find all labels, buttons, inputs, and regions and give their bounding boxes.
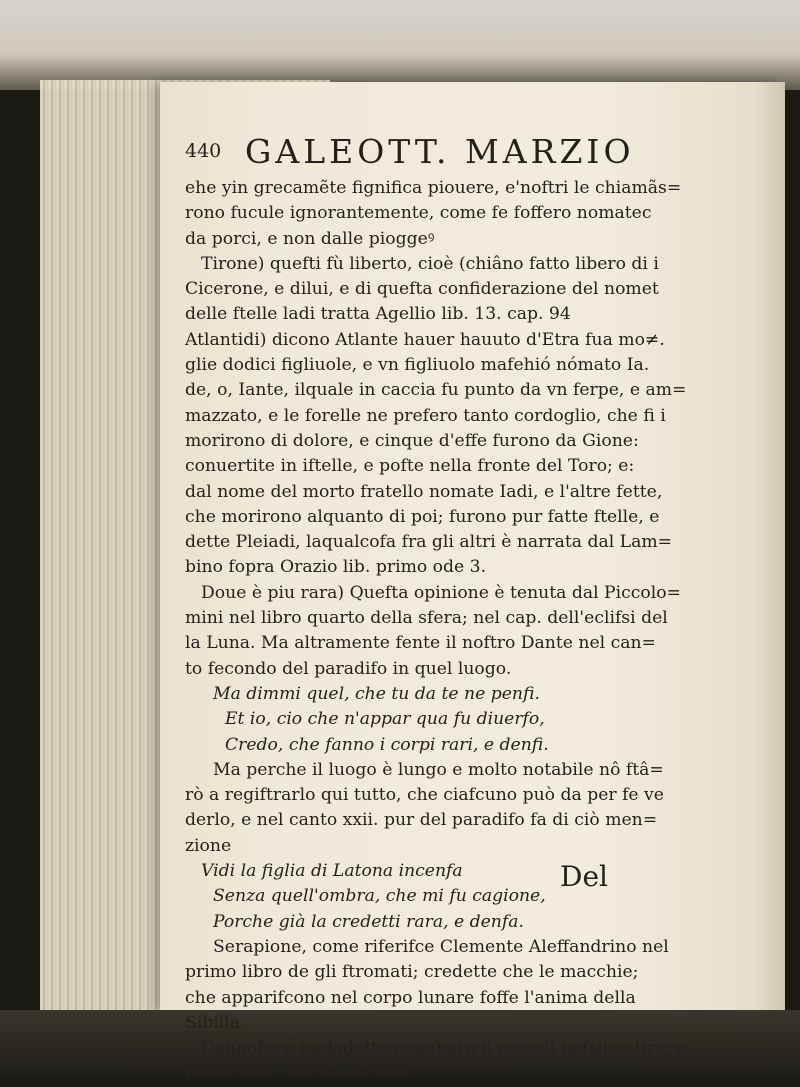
text-line: Ma dimmi quel, che tu da te ne penfi. xyxy=(213,683,540,704)
text-line: Cicerone, e dilui, e di quefta confiderazione del nomet xyxy=(185,279,659,300)
text-line: delle ftelle ladi tratta Agellio lib. 13. cap. 94 xyxy=(185,304,571,325)
text-line: dette Pleiadi, laqualcofa fra gli altri è narrata dal Lam= xyxy=(185,532,673,553)
page-header xyxy=(185,132,785,176)
text-line: mazzato, e le forelle ne prefero tanto cordoglio, che fi i xyxy=(185,405,666,426)
text-line: la Luna. Ma altramente fente il noftro Dante nel can= xyxy=(185,633,656,654)
text-line: Serapione, come riferifce Clemente Aleffandrino nel xyxy=(213,936,669,957)
text-line: che morirono alquanto di poi; furono pur fatte ftelle, e xyxy=(185,506,660,527)
running-head: GALEOTT. MARZIO xyxy=(245,132,635,171)
page-number: 440 xyxy=(185,140,222,162)
catchword: Del xyxy=(560,860,608,893)
text-line: dal nome del morto fratello nomate Iadi, e l'altre fette, xyxy=(185,481,663,502)
text-line: rò a regiftrarlo qui tutto, che ciafcuno può da per fe ve xyxy=(185,785,664,806)
text-line: derlo, e nel canto xxii. pur del paradifo fa di ciò men= xyxy=(185,810,658,831)
text-line: ehe yin grecamẽte fignifica piouere, e'noftri le chiamãs= xyxy=(185,178,682,198)
text-line: che apparifcono nel corpo lunare foffe l'anima della xyxy=(185,987,636,1008)
text-line: de, o, Iante, ilquale in caccia fu punto da vn ferpe, e am= xyxy=(185,380,687,401)
text-line: Et io, cio che n'appar qua fu diuerfo, xyxy=(225,709,545,730)
text-line: glie dodici figliuole, e vn figliuolo mafehió nómato Ia. xyxy=(185,355,650,376)
text-line: Dannofo, è maladetto cane) era il cane il pefsimo tiro; o xyxy=(201,1038,688,1059)
text-line: zione xyxy=(185,835,232,856)
text-line: Porche già la credetti rara, e denfa. xyxy=(213,911,524,932)
text-line: Atlantidi) dicono Atlante hauer hauuto d'Etra fua mo≠. xyxy=(185,329,665,350)
text-line: Senza quell'ombra, che mi fu cagione, xyxy=(213,886,546,907)
text-line: to fecondo del paradifo in quel luogo. xyxy=(185,658,512,679)
text-line: Doue è piu rara) Quefta opinione è tenuta dal Piccolo= xyxy=(201,582,681,603)
page-content xyxy=(185,132,785,1087)
text-line: bino fopra Orazio lib. primo ode 3. xyxy=(185,557,487,578)
text-line: Credo, che fanno i corpi rari, e denfi. xyxy=(225,734,549,755)
text-line: Sibilla. xyxy=(185,1012,246,1033)
scan-background-top xyxy=(0,0,800,90)
text-line: Ma perche il luogo è lungo e molto notabile nô ftâ= xyxy=(213,759,664,780)
text-line: morirono di dolore, e cinque d'effe furono da Gione: xyxy=(185,430,639,451)
text-line: da porci, e non dalle pioggeꝰ xyxy=(185,228,435,249)
text-line: Vidi la figlia di Latona incenfa xyxy=(201,861,463,882)
text-line: rono fucule ignorantemente, come fe foffero nomatec xyxy=(185,203,652,224)
text-body xyxy=(185,176,785,1087)
text-line: Tirone) quefti fù liberto, cioè (chiâno fatto libero di i xyxy=(201,253,659,274)
text-line: punto che cadeua da dadi. xyxy=(185,1063,415,1084)
text-line: mini nel libro quarto della sfera; nel cap. dell'eclifsi del xyxy=(185,608,668,629)
text-line: primo libro de gli ftromati; credette che le macchie; xyxy=(185,962,639,983)
text-line: conuertite in iftelle, e pofte nella fronte del Toro; e: xyxy=(185,456,635,477)
